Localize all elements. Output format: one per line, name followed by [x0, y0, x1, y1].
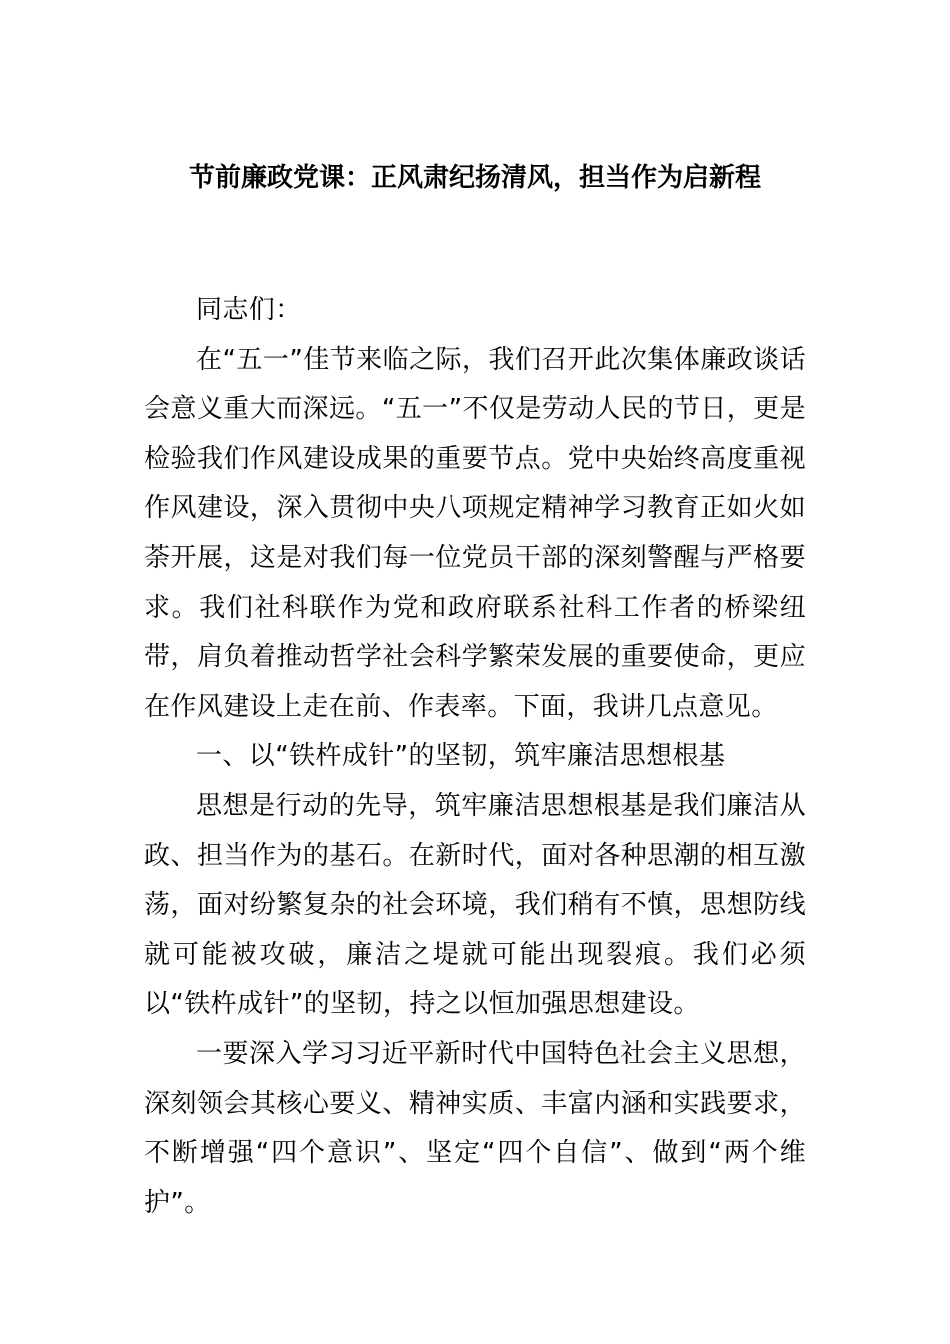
- body-paragraph: 思想是行动的先导，筑牢廉洁思想根基是我们廉洁从政、担当作为的基石。在新时代，面对各种思潮的相互激荡，面对纷繁复杂的社会环境，我们稍有不慎，思想防线就可能被攻破，廉洁之堤就可能出现裂痕。我们必须以“铁杵成针”的坚韧，持之以恒加强思想建设。: [144, 790, 806, 1020]
- salutation-paragraph: 同志们：: [196, 295, 302, 325]
- body-paragraph: 一要深入学习习近平新时代中国特色社会主义思想，深刻领会其核心要义、精神实质、丰富内涵和实践要求，不断增强“四个意识”、坚定“四个自信”、做到“两个维护”。: [144, 1038, 806, 1218]
- section-heading: 一、以“铁杵成针”的坚韧，筑牢廉洁思想根基: [196, 741, 726, 772]
- document-body: [144, 286, 806, 1228]
- intro-paragraph: 在“五一”佳节来临之际，我们召开此次集体廉政谈话会意义重大而深远。“五一”不仅是劳动人民的节日，更是检验我们作风建设成果的重要节点。党中央始终高度重视作风建设，深入贯彻中央八项规定精神学习教育正如火如荼开展，这是对我们每一位党员干部的深刻警醒与严格要求。我们社科联作为党和政府联系社科工作者的桥梁纽带，肩负着推动哲学社会科学繁荣发展的重要使命，更应在作风建设上走在前、作表率。下面，我讲几点意见。: [144, 344, 806, 722]
- document-title: 节前廉政党课：正风肃纪扬清风，担当作为启新程: [188, 163, 761, 193]
